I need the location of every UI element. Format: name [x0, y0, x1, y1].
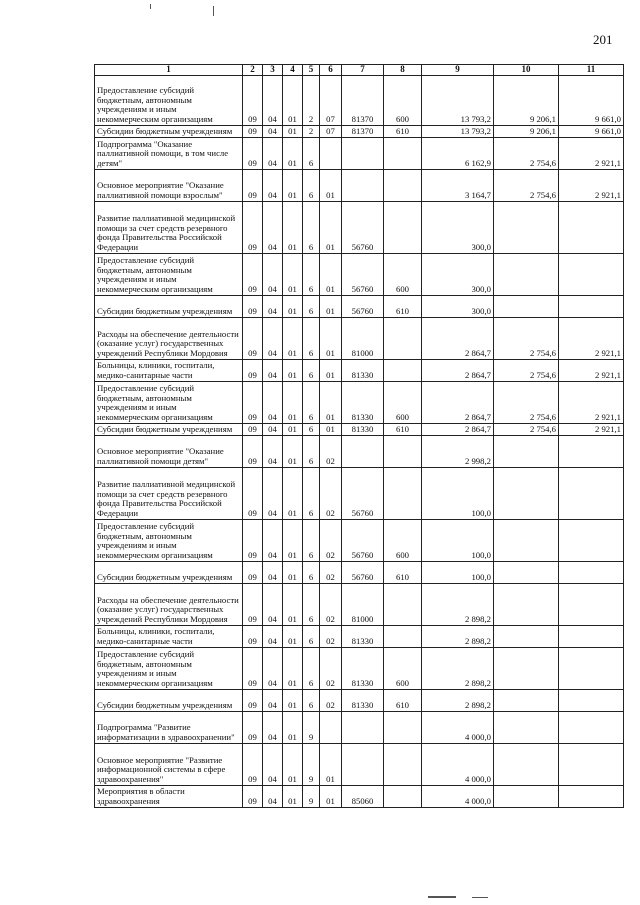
row-name-cell: Больницы, клиники, госпитали, медико-санитарные части — [95, 625, 243, 647]
subprogram-code-cell: 9 — [303, 743, 320, 785]
subsection-code-cell: 04 — [263, 169, 283, 201]
row-name-cell: Предоставление субсидий бюджетным, автономным учреждениям и иным некоммерческим организациям — [95, 381, 243, 423]
amount-col9-cell: 2 864,7 — [422, 423, 494, 435]
column-header-5: 5 — [303, 65, 320, 76]
amount-col10-cell: 2 754,6 — [494, 381, 559, 423]
expense-type-code-cell — [384, 317, 422, 359]
direction-code-cell: 81330 — [342, 625, 384, 647]
page-number: 201 — [593, 32, 613, 47]
subsection-code-cell: 04 — [263, 423, 283, 435]
amount-col11-cell — [559, 785, 624, 807]
row-name-cell: Предоставление субсидий бюджетным, автономным учреждениям и иным некоммерческим организациям — [95, 647, 243, 689]
table-row — [95, 647, 624, 689]
expense-type-code-cell: 600 — [384, 519, 422, 561]
section-code-cell: 09 — [243, 359, 263, 381]
amount-col10-cell: 2 754,6 — [494, 137, 559, 169]
amount-col10-cell: 2 754,6 — [494, 423, 559, 435]
table-row — [95, 561, 624, 583]
expense-type-code-cell: 610 — [384, 295, 422, 317]
amount-col11-cell — [559, 743, 624, 785]
direction-code-cell: 56760 — [342, 295, 384, 317]
amount-col10-cell — [494, 519, 559, 561]
program-code-cell: 01 — [283, 75, 303, 125]
program-code-cell: 01 — [283, 169, 303, 201]
amount-col11-cell — [559, 201, 624, 253]
row-name-cell: Расходы на обеспечение деятельности (оказание услуг) государственных учреждений Республики Мордовия — [95, 317, 243, 359]
subprogram-code-cell: 6 — [303, 583, 320, 625]
section-code-cell: 09 — [243, 467, 263, 519]
amount-col9-cell: 2 898,2 — [422, 583, 494, 625]
row-name-cell: Предоставление субсидий бюджетным, автономным учреждениям и иным некоммерческим организациям — [95, 519, 243, 561]
direction-code-cell: 81330 — [342, 647, 384, 689]
table-row — [95, 423, 624, 435]
subsection-code-cell: 04 — [263, 75, 283, 125]
amount-col9-cell: 100,0 — [422, 561, 494, 583]
amount-col10-cell — [494, 201, 559, 253]
subprogram-code-cell: 2 — [303, 75, 320, 125]
section-code-cell: 09 — [243, 711, 263, 743]
row-name-cell: Подпрограмма "Развитие информатизации в здравоохранении" — [95, 711, 243, 743]
subprogram-code-cell: 6 — [303, 253, 320, 295]
subsection-code-cell: 04 — [263, 201, 283, 253]
scan-mark — [428, 896, 456, 898]
subprogram-code-cell: 6 — [303, 519, 320, 561]
program-code-cell: 01 — [283, 125, 303, 137]
row-name-cell: Предоставление субсидий бюджетным, автономным учреждениям и иным некоммерческим организациям — [95, 75, 243, 125]
row-name-cell: Основное мероприятие "Оказание паллиативной помощи детям" — [95, 435, 243, 467]
row-name-cell: Основное мероприятие "Оказание паллиативной помощи взрослым" — [95, 169, 243, 201]
amount-col11-cell: 2 921,1 — [559, 381, 624, 423]
activity-code-cell: 02 — [320, 647, 342, 689]
subprogram-code-cell: 6 — [303, 435, 320, 467]
table-body — [95, 75, 624, 807]
section-code-cell: 09 — [243, 435, 263, 467]
row-name-cell: Субсидии бюджетным учреждениям — [95, 295, 243, 317]
subsection-code-cell: 04 — [263, 743, 283, 785]
direction-code-cell — [342, 743, 384, 785]
amount-col10-cell — [494, 625, 559, 647]
direction-code-cell — [342, 435, 384, 467]
amount-col11-cell: 2 921,1 — [559, 423, 624, 435]
column-header-3: 3 — [263, 65, 283, 76]
program-code-cell: 01 — [283, 625, 303, 647]
row-name-cell: Субсидии бюджетным учреждениям — [95, 689, 243, 711]
expense-type-code-cell — [384, 201, 422, 253]
table-row — [95, 785, 624, 807]
amount-col10-cell — [494, 743, 559, 785]
amount-col9-cell: 13 793,2 — [422, 75, 494, 125]
expense-type-code-cell: 610 — [384, 423, 422, 435]
subsection-code-cell: 04 — [263, 467, 283, 519]
program-code-cell: 01 — [283, 583, 303, 625]
program-code-cell: 01 — [283, 711, 303, 743]
subprogram-code-cell: 6 — [303, 647, 320, 689]
section-code-cell: 09 — [243, 125, 263, 137]
column-header-4: 4 — [283, 65, 303, 76]
program-code-cell: 01 — [283, 435, 303, 467]
amount-col10-cell — [494, 785, 559, 807]
direction-code-cell: 81330 — [342, 359, 384, 381]
table-row — [95, 125, 624, 137]
amount-col10-cell: 2 754,6 — [494, 359, 559, 381]
amount-col10-cell — [494, 711, 559, 743]
subsection-code-cell: 04 — [263, 561, 283, 583]
amount-col11-cell — [559, 295, 624, 317]
program-code-cell: 01 — [283, 253, 303, 295]
expense-type-code-cell: 600 — [384, 647, 422, 689]
direction-code-cell — [342, 137, 384, 169]
expense-type-code-cell: 610 — [384, 125, 422, 137]
amount-col11-cell — [559, 625, 624, 647]
amount-col9-cell: 300,0 — [422, 201, 494, 253]
table-header — [95, 65, 624, 76]
direction-code-cell: 81330 — [342, 689, 384, 711]
activity-code-cell: 01 — [320, 743, 342, 785]
amount-col11-cell — [559, 467, 624, 519]
table-row — [95, 169, 624, 201]
activity-code-cell: 01 — [320, 295, 342, 317]
amount-col9-cell: 4 000,0 — [422, 711, 494, 743]
activity-code-cell: 02 — [320, 583, 342, 625]
activity-code-cell: 02 — [320, 689, 342, 711]
amount-col11-cell: 9 661,0 — [559, 75, 624, 125]
activity-code-cell: 07 — [320, 75, 342, 125]
section-code-cell: 09 — [243, 625, 263, 647]
direction-code-cell: 81000 — [342, 583, 384, 625]
subsection-code-cell: 04 — [263, 381, 283, 423]
table-row — [95, 583, 624, 625]
table-row — [95, 317, 624, 359]
table-row — [95, 711, 624, 743]
amount-col11-cell: 2 921,1 — [559, 169, 624, 201]
program-code-cell: 01 — [283, 381, 303, 423]
section-code-cell: 09 — [243, 169, 263, 201]
row-name-cell: Субсидии бюджетным учреждениям — [95, 125, 243, 137]
amount-col9-cell: 13 793,2 — [422, 125, 494, 137]
activity-code-cell: 02 — [320, 467, 342, 519]
amount-col10-cell — [494, 253, 559, 295]
activity-code-cell — [320, 137, 342, 169]
direction-code-cell: 81370 — [342, 125, 384, 137]
expense-type-code-cell: 610 — [384, 689, 422, 711]
amount-col9-cell: 2 898,2 — [422, 625, 494, 647]
program-code-cell: 01 — [283, 561, 303, 583]
scan-mark — [213, 6, 214, 16]
subprogram-code-cell: 6 — [303, 169, 320, 201]
row-name-cell: Развитие паллиативной медицинской помощи за счет средств резервного фонда Правительства Российской Федерации — [95, 201, 243, 253]
amount-col9-cell: 6 162,9 — [422, 137, 494, 169]
section-code-cell: 09 — [243, 689, 263, 711]
amount-col9-cell: 2 864,7 — [422, 317, 494, 359]
amount-col11-cell — [559, 583, 624, 625]
program-code-cell: 01 — [283, 743, 303, 785]
subsection-code-cell: 04 — [263, 125, 283, 137]
section-code-cell: 09 — [243, 295, 263, 317]
expense-type-code-cell — [384, 711, 422, 743]
row-name-cell: Больницы, клиники, госпитали, медико-санитарные части — [95, 359, 243, 381]
expense-type-code-cell: 600 — [384, 253, 422, 295]
amount-col10-cell: 9 206,1 — [494, 75, 559, 125]
amount-col11-cell: 9 661,0 — [559, 125, 624, 137]
amount-col9-cell: 4 000,0 — [422, 743, 494, 785]
program-code-cell: 01 — [283, 689, 303, 711]
direction-code-cell: 81330 — [342, 423, 384, 435]
table-row — [95, 75, 624, 125]
direction-code-cell: 56760 — [342, 253, 384, 295]
subsection-code-cell: 04 — [263, 295, 283, 317]
activity-code-cell — [320, 711, 342, 743]
row-name-cell: Субсидии бюджетным учреждениям — [95, 423, 243, 435]
subprogram-code-cell: 6 — [303, 381, 320, 423]
table-row — [95, 253, 624, 295]
expense-type-code-cell: 610 — [384, 561, 422, 583]
budget-table — [94, 64, 624, 808]
amount-col9-cell: 100,0 — [422, 467, 494, 519]
subsection-code-cell: 04 — [263, 137, 283, 169]
expense-type-code-cell: 600 — [384, 381, 422, 423]
subsection-code-cell: 04 — [263, 253, 283, 295]
activity-code-cell: 01 — [320, 359, 342, 381]
amount-col9-cell: 2 998,2 — [422, 435, 494, 467]
scan-mark — [472, 897, 488, 898]
table-row — [95, 201, 624, 253]
amount-col9-cell: 3 164,7 — [422, 169, 494, 201]
column-header-1: 1 — [95, 65, 243, 76]
amount-col9-cell: 2 864,7 — [422, 381, 494, 423]
row-name-cell: Мероприятия в области здравоохранения — [95, 785, 243, 807]
table-row — [95, 689, 624, 711]
section-code-cell: 09 — [243, 743, 263, 785]
amount-col10-cell — [494, 583, 559, 625]
table-row — [95, 359, 624, 381]
program-code-cell: 01 — [283, 201, 303, 253]
amount-col11-cell: 2 921,1 — [559, 317, 624, 359]
subprogram-code-cell: 9 — [303, 711, 320, 743]
subsection-code-cell: 04 — [263, 519, 283, 561]
subsection-code-cell: 04 — [263, 583, 283, 625]
expense-type-code-cell — [384, 435, 422, 467]
expense-type-code-cell: 600 — [384, 75, 422, 125]
amount-col11-cell: 2 921,1 — [559, 137, 624, 169]
column-header-11: 11 — [559, 65, 624, 76]
subprogram-code-cell: 9 — [303, 785, 320, 807]
amount-col10-cell — [494, 295, 559, 317]
subprogram-code-cell: 6 — [303, 201, 320, 253]
row-name-cell: Развитие паллиативной медицинской помощи за счет средств резервного фонда Правительства Российской Федерации — [95, 467, 243, 519]
section-code-cell: 09 — [243, 561, 263, 583]
section-code-cell: 09 — [243, 201, 263, 253]
subprogram-code-cell: 6 — [303, 317, 320, 359]
program-code-cell: 01 — [283, 317, 303, 359]
amount-col10-cell — [494, 435, 559, 467]
row-name-cell: Расходы на обеспечение деятельности (оказание услуг) государственных учреждений Республики Мордовия — [95, 583, 243, 625]
column-header-2: 2 — [243, 65, 263, 76]
subprogram-code-cell: 2 — [303, 125, 320, 137]
column-header-6: 6 — [320, 65, 342, 76]
section-code-cell: 09 — [243, 137, 263, 169]
activity-code-cell: 01 — [320, 201, 342, 253]
amount-col9-cell: 2 864,7 — [422, 359, 494, 381]
amount-col10-cell — [494, 561, 559, 583]
amount-col9-cell: 100,0 — [422, 519, 494, 561]
row-name-cell: Основное мероприятие "Развитие информационной системы в сфере здравоохранения" — [95, 743, 243, 785]
amount-col11-cell — [559, 519, 624, 561]
amount-col11-cell — [559, 711, 624, 743]
subprogram-code-cell: 6 — [303, 359, 320, 381]
direction-code-cell — [342, 169, 384, 201]
table-row — [95, 137, 624, 169]
amount-col9-cell: 4 000,0 — [422, 785, 494, 807]
expense-type-code-cell — [384, 467, 422, 519]
subsection-code-cell: 04 — [263, 435, 283, 467]
header-row — [95, 65, 624, 76]
subprogram-code-cell: 6 — [303, 689, 320, 711]
activity-code-cell: 02 — [320, 625, 342, 647]
table-row — [95, 435, 624, 467]
amount-col11-cell: 2 921,1 — [559, 359, 624, 381]
activity-code-cell: 01 — [320, 317, 342, 359]
expense-type-code-cell — [384, 583, 422, 625]
expense-type-code-cell — [384, 359, 422, 381]
activity-code-cell: 07 — [320, 125, 342, 137]
subprogram-code-cell: 6 — [303, 561, 320, 583]
amount-col11-cell — [559, 647, 624, 689]
section-code-cell: 09 — [243, 253, 263, 295]
activity-code-cell: 01 — [320, 381, 342, 423]
table-row — [95, 467, 624, 519]
subsection-code-cell: 04 — [263, 317, 283, 359]
amount-col10-cell — [494, 647, 559, 689]
section-code-cell: 09 — [243, 317, 263, 359]
amount-col10-cell: 9 206,1 — [494, 125, 559, 137]
activity-code-cell: 01 — [320, 253, 342, 295]
direction-code-cell: 56760 — [342, 561, 384, 583]
direction-code-cell: 81370 — [342, 75, 384, 125]
activity-code-cell: 01 — [320, 785, 342, 807]
program-code-cell: 01 — [283, 467, 303, 519]
expense-type-code-cell — [384, 743, 422, 785]
activity-code-cell: 01 — [320, 423, 342, 435]
activity-code-cell: 02 — [320, 561, 342, 583]
subsection-code-cell: 04 — [263, 785, 283, 807]
section-code-cell: 09 — [243, 381, 263, 423]
subprogram-code-cell: 6 — [303, 625, 320, 647]
amount-col9-cell: 300,0 — [422, 253, 494, 295]
section-code-cell: 09 — [243, 647, 263, 689]
direction-code-cell: 56760 — [342, 467, 384, 519]
subsection-code-cell: 04 — [263, 689, 283, 711]
expense-type-code-cell — [384, 137, 422, 169]
subsection-code-cell: 04 — [263, 359, 283, 381]
direction-code-cell: 56760 — [342, 201, 384, 253]
row-name-cell: Предоставление субсидий бюджетным, автономным учреждениям и иным некоммерческим организациям — [95, 253, 243, 295]
program-code-cell: 01 — [283, 137, 303, 169]
amount-col9-cell: 2 898,2 — [422, 689, 494, 711]
amount-col9-cell: 2 898,2 — [422, 647, 494, 689]
table-row — [95, 381, 624, 423]
direction-code-cell: 81000 — [342, 317, 384, 359]
scan-mark — [150, 4, 151, 9]
activity-code-cell: 01 — [320, 169, 342, 201]
subsection-code-cell: 04 — [263, 625, 283, 647]
column-header-10: 10 — [494, 65, 559, 76]
amount-col10-cell: 2 754,6 — [494, 317, 559, 359]
subprogram-code-cell: 6 — [303, 467, 320, 519]
row-name-cell: Субсидии бюджетным учреждениям — [95, 561, 243, 583]
expense-type-code-cell — [384, 625, 422, 647]
section-code-cell: 09 — [243, 583, 263, 625]
program-code-cell: 01 — [283, 295, 303, 317]
row-name-cell: Подпрограмма "Оказание паллиативной помощи, в том числе детям" — [95, 137, 243, 169]
subsection-code-cell: 04 — [263, 711, 283, 743]
program-code-cell: 01 — [283, 423, 303, 435]
amount-col11-cell — [559, 561, 624, 583]
subprogram-code-cell: 6 — [303, 423, 320, 435]
section-code-cell: 09 — [243, 423, 263, 435]
column-header-8: 8 — [384, 65, 422, 76]
activity-code-cell: 02 — [320, 519, 342, 561]
amount-col11-cell — [559, 689, 624, 711]
program-code-cell: 01 — [283, 785, 303, 807]
amount-col10-cell — [494, 689, 559, 711]
subsection-code-cell: 04 — [263, 647, 283, 689]
amount-col11-cell — [559, 253, 624, 295]
direction-code-cell — [342, 711, 384, 743]
amount-col9-cell: 300,0 — [422, 295, 494, 317]
section-code-cell: 09 — [243, 519, 263, 561]
program-code-cell: 01 — [283, 359, 303, 381]
expense-type-code-cell — [384, 169, 422, 201]
table-row — [95, 295, 624, 317]
section-code-cell: 09 — [243, 75, 263, 125]
column-header-9: 9 — [422, 65, 494, 76]
subprogram-code-cell: 6 — [303, 137, 320, 169]
amount-col10-cell: 2 754,6 — [494, 169, 559, 201]
expense-type-code-cell — [384, 785, 422, 807]
program-code-cell: 01 — [283, 647, 303, 689]
direction-code-cell: 85060 — [342, 785, 384, 807]
direction-code-cell: 81330 — [342, 381, 384, 423]
section-code-cell: 09 — [243, 785, 263, 807]
column-header-7: 7 — [342, 65, 384, 76]
table-row — [95, 519, 624, 561]
activity-code-cell: 02 — [320, 435, 342, 467]
amount-col10-cell — [494, 467, 559, 519]
table-row — [95, 743, 624, 785]
subprogram-code-cell: 6 — [303, 295, 320, 317]
amount-col11-cell — [559, 435, 624, 467]
table-row — [95, 625, 624, 647]
program-code-cell: 01 — [283, 519, 303, 561]
direction-code-cell: 56760 — [342, 519, 384, 561]
